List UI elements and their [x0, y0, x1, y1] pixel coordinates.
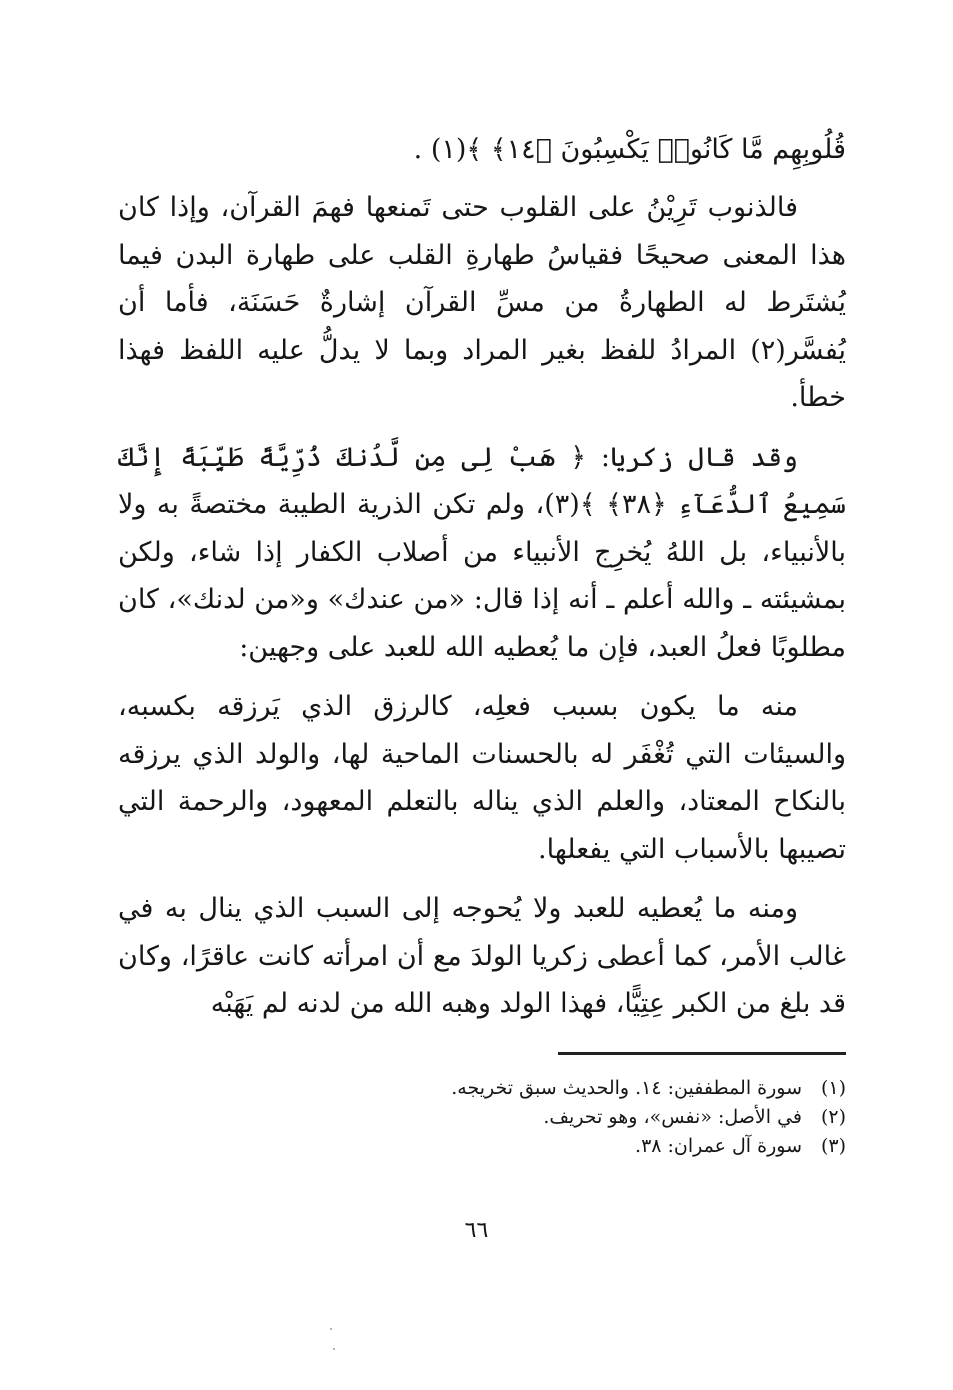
footnote-number: (١) [820, 1077, 846, 1099]
footnote-number: (٢) [820, 1106, 846, 1128]
quran-verse-continuation: قُلُوبِهِم مَّا كَانُوا۟ يَكْسِبُونَ ﴿١٤﴾ ﴾(١) . [413, 134, 846, 165]
footnote-2 [286, 1103, 846, 1132]
footnote-number: (٣) [820, 1135, 846, 1157]
footnote-1 [286, 1074, 846, 1103]
paragraph-2: وقد قال زكريا: ﴿ هَبْ لِى مِن لَّدُنكَ ذُرِّيَّةً طَيِّبَةً إِنَّكَ سَمِيعُ ٱلدُّعَآءِ ﴿٣٨﴾ ﴾(٣)، ولم تكن الذرية الطيبة مختصةً به ولا بالأنبياء، بل اللهُ يُخرِج الأنبياء من أصلاب الكفار إذا شاء، ولكن بمشيئته ـ والله أعلم ـ أنه إذا قال: «من عندك» و«من لدنك»، كان مطلوبًا فعلُ العبد، فإن ما يُعطيه الله للعبد على وجهين: [118, 441, 846, 663]
paragraph-1: فالذنوب تَرِيْنُ على القلوب حتى تَمنعها فهمَ القرآن، وإذا كان هذا المعنى صحيحًا فقياسُ طهارةِ القلب على طهارة البدن فيما يُشتَرط له الطهارةُ من مسِّ القرآن إشارةٌ حَسَنَة، فأما أن يُفسَّر(٢) المرادُ للفظ بغير المراد وبما لا يدلُّ عليه اللفظ فهذا خطأ. [118, 192, 846, 413]
page-body [118, 128, 846, 1040]
footnote-separator [558, 1052, 846, 1055]
footnote-text: سورة آل عمران: ٣٨. [635, 1135, 802, 1157]
page-number: ٦٦ [464, 1218, 489, 1243]
paragraph-3: منه ما يكون بسبب فعلِه، كالرزق الذي يَرزقه بكسبه، والسيئات التي تُغْفَر له بالحسنات الماحية لها، والولد الذي يرزقه بالنكاح المعتاد، والعلم الذي يناله بالتعلم المعهود، والرحمة التي تصيبها بالأسباب التي يفعلها. [118, 691, 846, 865]
paragraph-4: ومنه ما يُعطيه للعبد ولا يُحوجه إلى السبب الذي ينال به في غالب الأمر، كما أعطى زكريا الولدَ مع أن امرأته كانت عاقرًا، وكان قد بلغ من الكبر عِتِيًّا، فهذا الولد وهبه الله من لدنه لم يَهَبْه [118, 893, 846, 1019]
footnotes [286, 1074, 846, 1161]
footnote-3 [286, 1132, 846, 1161]
footnote-text: سورة المطففين: ١٤. والحديث سبق تخريجه. [451, 1077, 802, 1099]
scan-speck [333, 1348, 335, 1350]
footnote-text: في الأصل: «نفس»، وهو تحريف. [543, 1106, 802, 1128]
scan-speck [330, 1328, 332, 1330]
